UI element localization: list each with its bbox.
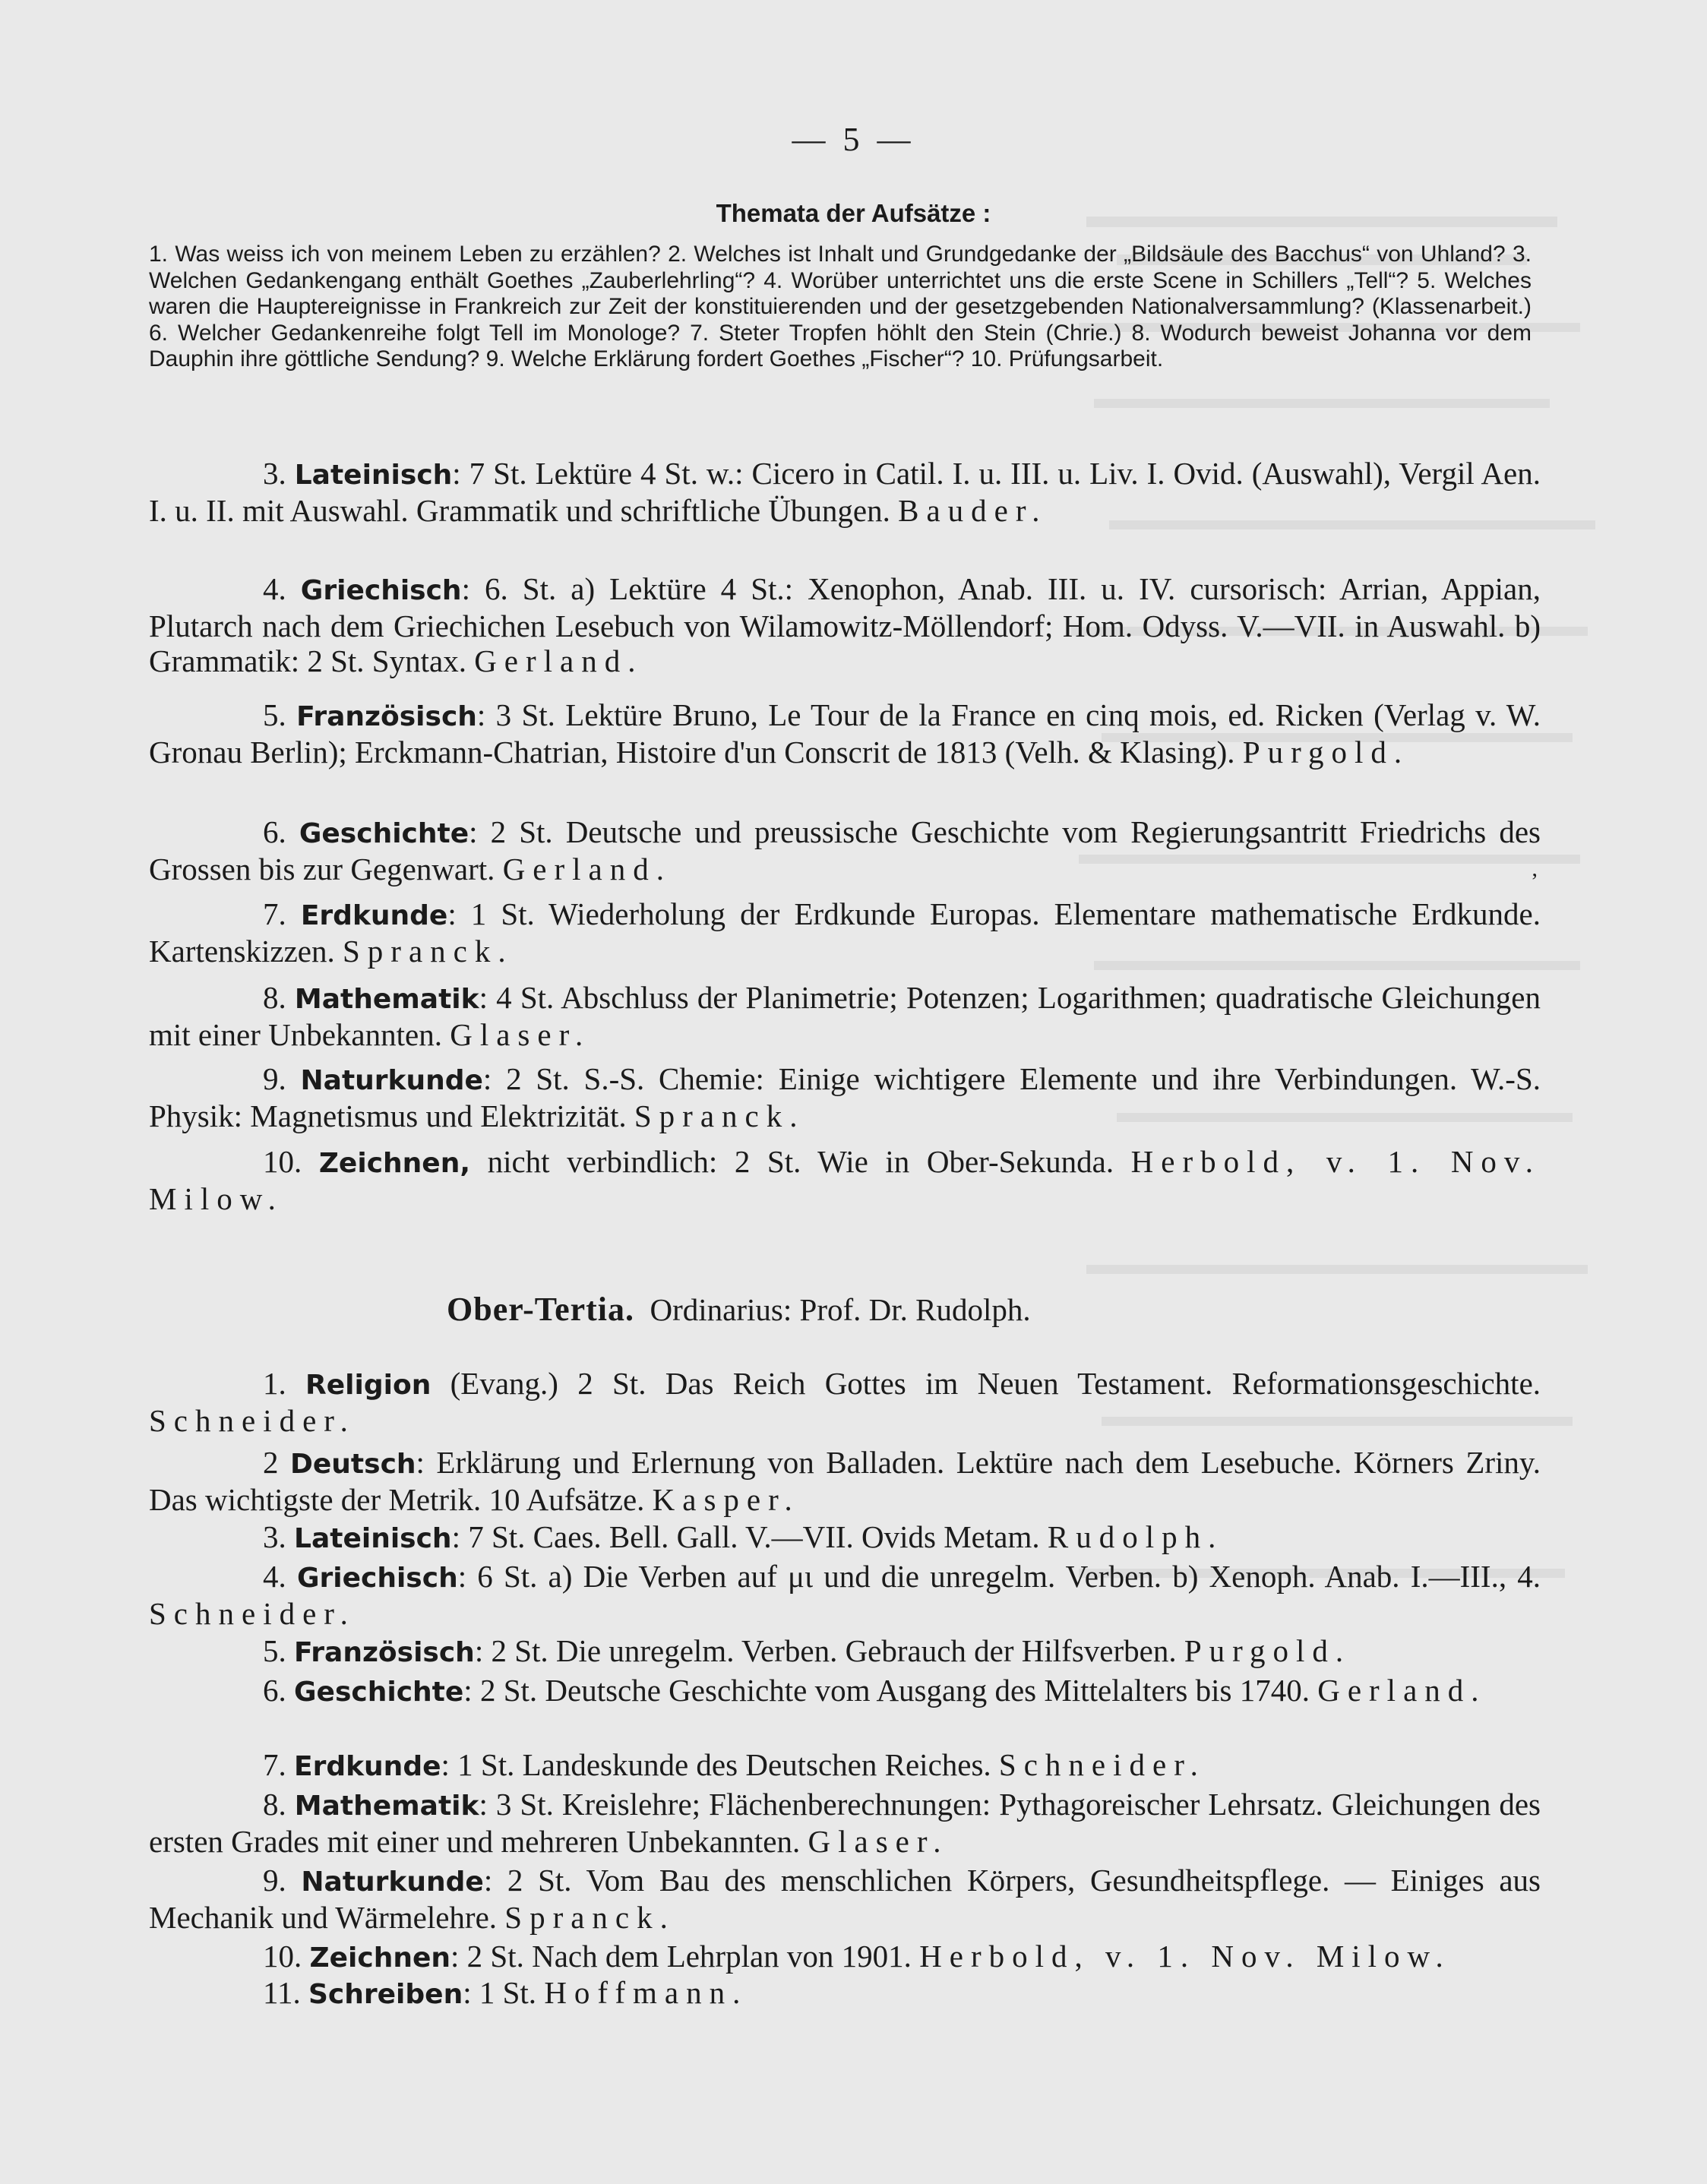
entry-mathematik-ot [149,1787,1541,1859]
subject-label: Geschichte [294,1677,464,1708]
teacher-name: Kasper. [652,1482,800,1517]
entry-naturkunde-ot [149,1863,1541,1935]
entry-number: 8. [263,1787,286,1822]
entry-text: : 6 St. a) Die Verben auf μι und die unregelm. Verben. b) Xenoph. Anab. I.—III., 4. [457,1559,1541,1594]
teacher-name: Schneider. [149,1596,356,1631]
entry-lateinisch-ot [149,1519,1541,1557]
teacher-name: Herbold, v. 1. Nov. Milow. [919,1939,1451,1974]
entry-zeichnen-ot [149,1939,1541,1976]
teacher-name: Gerland. [1317,1673,1487,1708]
entry-number: 10. [263,1939,302,1974]
entry-geschichte-ot [149,1673,1541,1710]
entry-number: 9. [263,1061,286,1096]
subject-label: Zeichnen, [318,1148,471,1179]
entry-franzoesisch [149,697,1541,770]
entry-text: : 4 St. Abschluss der Planimetrie; Potenzen; Logarithmen; quadratische Gleichungen mit einer Unbekannten. [149,980,1541,1052]
subject-label: Schreiben [308,1979,463,2010]
subject-label: Deutsch [290,1449,416,1480]
entry-text: (Evang.) 2 St. Das Reich Gottes im Neuen Testament. Reformationsgeschichte. [450,1366,1541,1401]
subject-label: Griechisch [296,1563,458,1594]
teacher-name: Schneider. [149,1403,356,1438]
teacher-name: Gerland. [474,643,643,678]
entry-text: : 2 St. Deutsche Geschichte vom Ausgang des Mittelalters bis 1740. [463,1673,1310,1708]
subject-label: Griechisch [300,575,462,606]
teacher-name: Spranck. [504,1900,675,1935]
entry-text: : 1 St. Wiederholung der Erdkunde Europas. Elementare mathematische Erdkunde. Kartenskizzen. [149,896,1541,969]
stray-mark: ‚ [1531,856,1538,881]
entry-zeichnen [149,1144,1541,1216]
entry-religion [149,1366,1541,1438]
entry-text: : 7 St. Caes. Bell. Gall. V.—VII. Ovids Metam. [451,1519,1040,1554]
ober-tertia-heading [447,1290,1031,1329]
subject-label: Zeichnen [309,1942,451,1974]
subject-label: Französisch [296,701,477,732]
entry-text: : 2 St. Deutsche und preussische Geschichte vom Regierungsantritt Friedrichs des Grossen bis zur Gegenwart. [149,814,1541,887]
entry-geschichte [149,814,1541,887]
teacher-name: Rudolph. [1047,1519,1224,1554]
teacher-name: Glaser. [450,1017,591,1052]
subject-label: Mathematik [294,1791,479,1822]
teacher-name: Purgold. [1184,1633,1351,1668]
entry-number: 5. [263,697,286,732]
entry-griechisch-ot [149,1559,1541,1631]
entry-number: 7. [263,1747,286,1782]
entry-text: nicht verbindlich: 2 St. Wie in Ober-Sekunda. [487,1144,1114,1179]
subject-label: Lateinisch [294,1523,452,1554]
entry-number: 8. [263,980,286,1015]
entry-number: 7. [263,896,286,931]
subject-label: Naturkunde [301,1866,484,1898]
teacher-name: Glaser. [808,1824,949,1859]
entry-text: : 7 St. Lektüre 4 St. w.: Cicero in Catil. I. u. III. u. Liv. I. Ovid. (Auswahl), Vergil Aen. I. u. II. mit Auswahl. Grammatik und schriftliche Übungen. [149,456,1541,528]
subject-label: Erdkunde [300,900,448,931]
entry-number: 11. [263,1975,301,2010]
themata-text: 1. Was weiss ich von meinem Leben zu erzählen? 2. Welches ist Inhalt und Grundgedanke der „Bildsäule des Bacchus“ von Uhland? 3. Welchen Gedankengang enthält Goethes „Zauberlehrling“? 4. Worüber unterrichtet uns die erste Scene in Schillers „Tell“? 5. Welches waren die Hauptereignisse in Frankreich zur Zeit der konstituierenden und der gesetzgebenden Nationalversammlung? (Klassenarbeit.) 6. Welcher Gedankenreihe folgt Tell im Monologe? 7. Steter Tropfen höhlt den Stein (Chrie.) 8. Wodurch beweist Johanna vor dem Dauphin ihre göttliche Sendung? 9. Welche Erklärung fordert Goethes „Fischer“? 10. Prüfungsarbeit. [149,242,1532,371]
entry-number: 6. [263,1673,286,1708]
subject-label: Naturkunde [300,1065,483,1096]
subject-label: Mathematik [294,984,479,1015]
page-number: — 5 — [792,121,915,158]
entry-number: 5. [263,1633,286,1668]
class-title: Ober-Tertia. [447,1291,635,1328]
entry-franzoesisch-ot [149,1633,1541,1670]
teacher-name: Spranck. [343,934,514,969]
entry-griechisch [149,571,1541,678]
entry-lateinisch [149,456,1541,528]
entry-text: : Erklärung und Erlernung von Balladen. Lektüre nach dem Lesebuche. Körners Zriny. Das wichtigste der Metrik. 10 Aufsätze. [149,1445,1541,1517]
entry-text: : 6. St. a) Lektüre 4 St.: Xenophon, Anab. III. u. IV. cursorisch: Arrian, Appian, Plutarch nach dem Griechichen Lesebuch von Wilamowitz-Möllendorf; Hom. Odyss. V.—VII. in Auswahl. b) Grammatik: 2 St. Syntax. [149,571,1541,678]
entry-naturkunde [149,1061,1541,1133]
teacher-name: Spranck. [634,1098,805,1133]
teacher-name: Gerland. [502,852,672,887]
entry-number: 10. [263,1144,302,1179]
themata-heading: Themata der Aufsätze : [716,199,991,227]
entry-number: 1. [263,1366,286,1401]
teacher-name: Herbold, v. 1. Nov. Milow. [149,1144,1541,1216]
entry-mathematik [149,980,1541,1052]
entry-text: : 3 St. Kreislehre; Flächenberechnungen: Pythagoreischer Lehrsatz. Gleichungen des ersten Grades mit einer und mehreren Unbekannten. [149,1787,1541,1859]
teacher-name: Bauder. [898,493,1048,528]
teacher-name: Hoffmann. [544,1975,748,2010]
entry-erdkunde-ot [149,1747,1541,1784]
entry-number: 3. [263,1519,286,1554]
subject-label: Geschichte [299,818,469,849]
teacher-name: Purgold. [1242,735,1410,770]
entry-number: 2 [263,1445,279,1480]
entry-text: : 2 St. S.-S. Chemie: Einige wichtigere Elemente und ihre Verbindungen. W.-S. Physik: Magnetismus und Elektrizität. [149,1061,1541,1133]
entry-number: 4. [263,1559,286,1594]
entry-schreiben [149,1975,1541,2012]
entry-number: 4. [263,571,286,606]
entry-text: : 2 St. Die unregelm. Verben. Gebrauch der Hilfsverben. [474,1633,1177,1668]
subject-label: Religion [305,1370,431,1401]
entry-text: : 2 St. Nach dem Lehrplan von 1901. [450,1939,912,1974]
subject-label: Französisch [294,1637,475,1668]
entry-text: : 3 St. Lektüre Bruno, Le Tour de la France en cinq mois, ed. Ricken (Verlag v. W. Gronau Berlin); Erckmann-Chatrian, Histoire d'un Conscrit de 1813 (Velh. & Klasing). [149,697,1541,770]
ordinarius: Ordinarius: Prof. Dr. Rudolph. [650,1292,1031,1327]
entry-erdkunde [149,896,1541,969]
entry-deutsch [149,1445,1541,1517]
subject-label: Erdkunde [294,1751,441,1782]
teacher-name: Schneider. [998,1747,1206,1782]
subject-label: Lateinisch [294,460,453,491]
entry-text: : 2 St. Vom Bau des menschlichen Körpers, Gesundheitspflege. — Einiges aus Mechanik und Wärmelehre. [149,1863,1541,1935]
entry-text: : 1 St. Landeskunde des Deutschen Reiches. [441,1747,991,1782]
entry-number: 3. [263,456,286,491]
entry-number: 6. [263,814,286,849]
entry-text: : 1 St. [463,1975,537,2010]
entry-number: 9. [263,1863,286,1898]
